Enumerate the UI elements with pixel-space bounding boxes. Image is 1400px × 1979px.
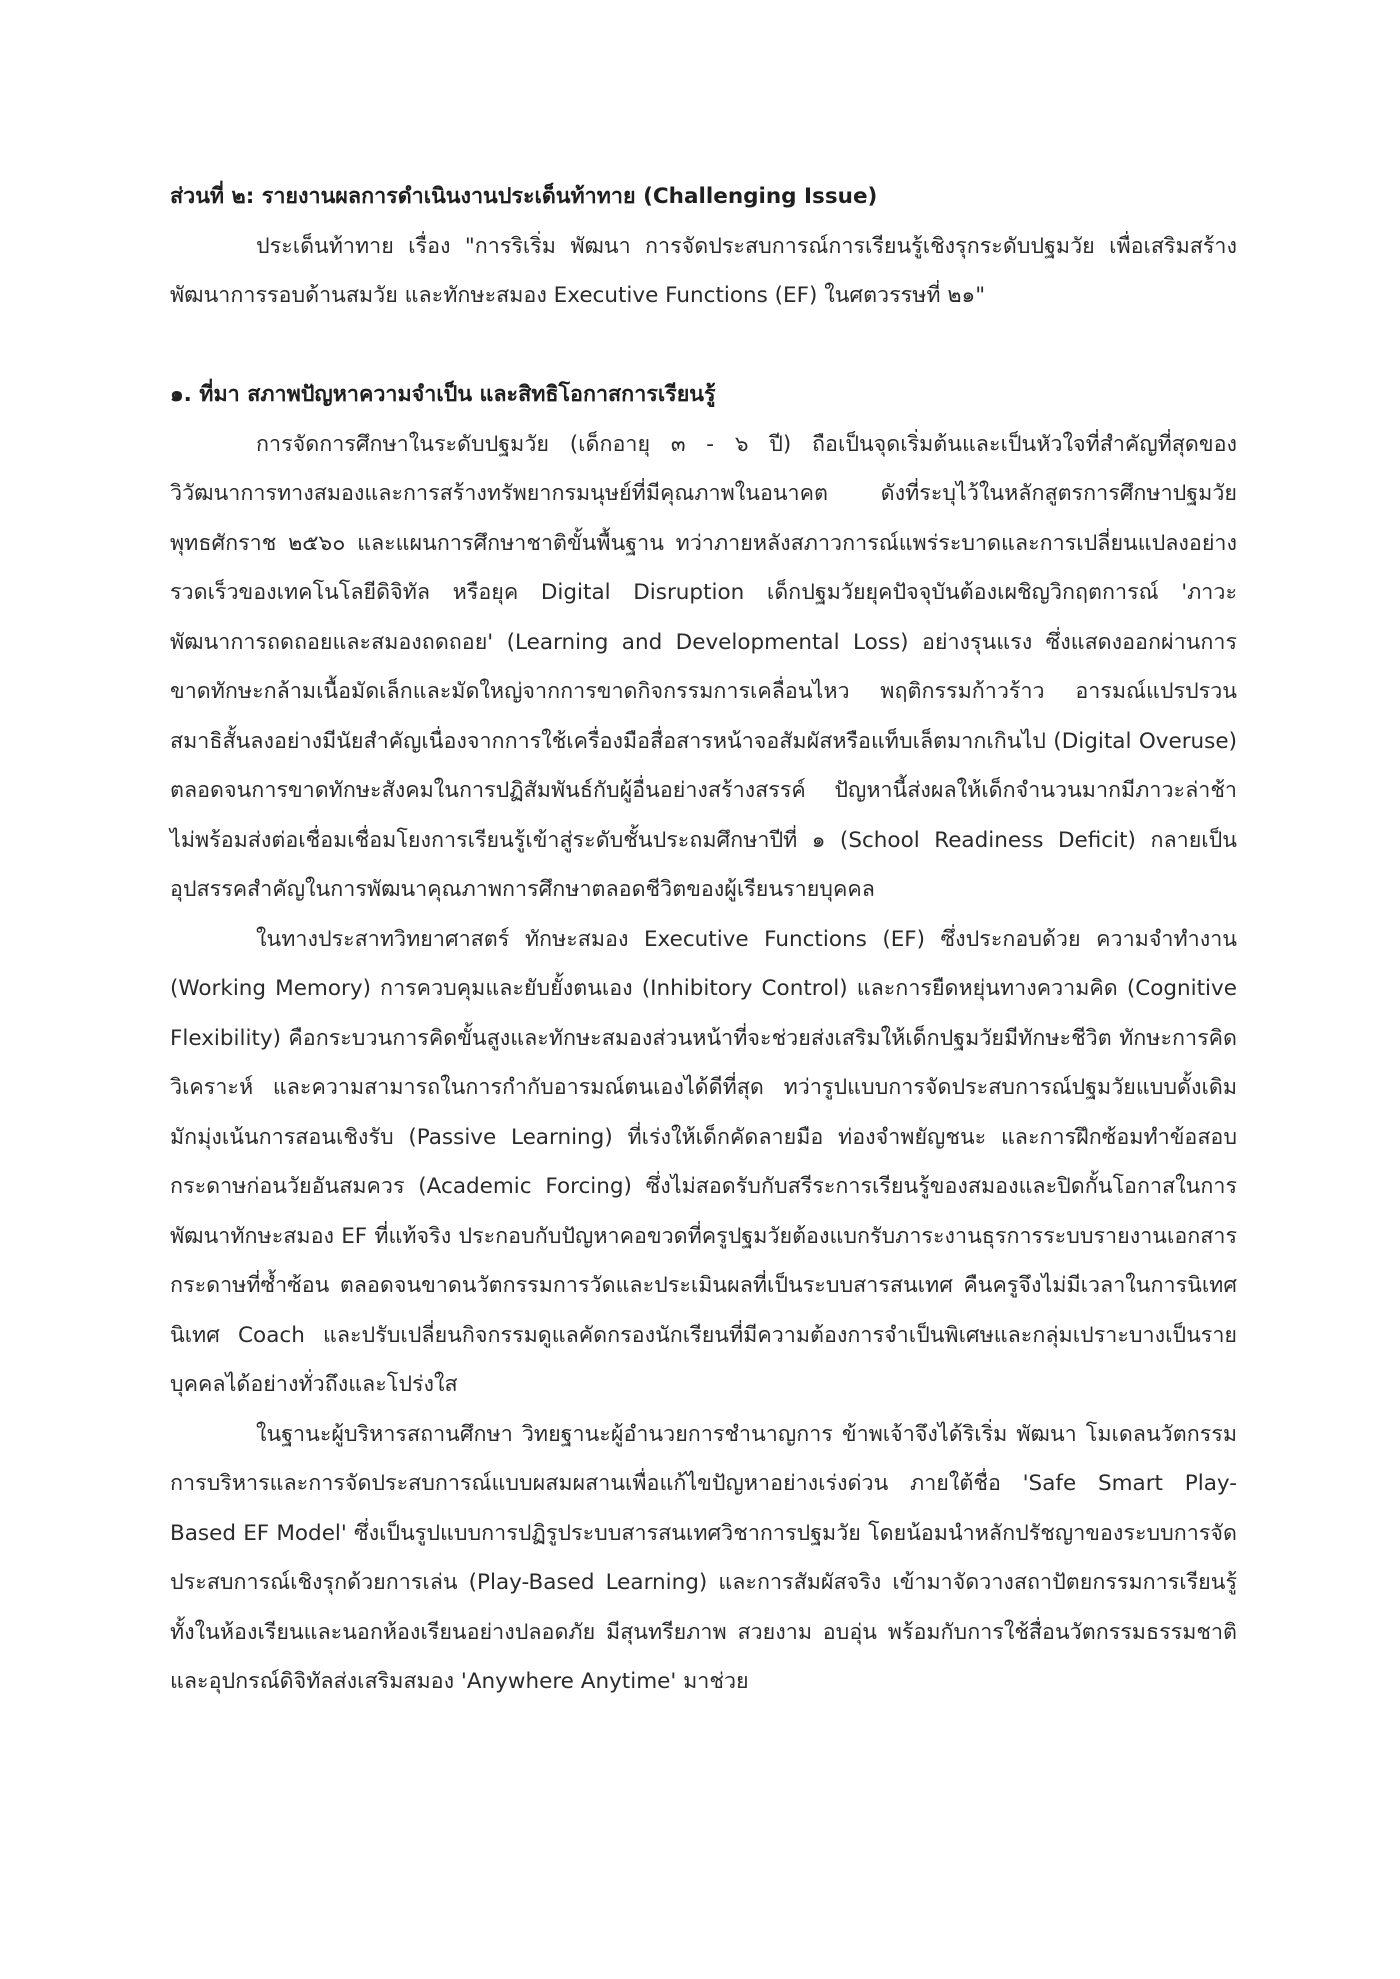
section-1-paragraph-3: ในฐานะผู้บริหารสถานศึกษา วิทยฐานะผู้อำนวยการชำนาญการ ข้าพเจ้าจึงได้ริเริ่ม พัฒนา โมเดลนวัตกรรมการบริหารและการจัดประสบการณ์แบบผสมผสานเพื่อแก้ไขปัญหาอย่างเร่งด่วน ภายใต้ชื่อ 'Safe Smart Play-Based EF Model' ซึ่งเป็นรูปแบบการปฏิรูประบบสารสนเทศวิชาการปฐมวัย โดยน้อมนำหลักปรัชญาของระบบการจัดประสบการณ์เชิงรุกด้วยการเล่น (Play-Based Learning) และการสัมผัสจริง เข้ามาจัดวางสถาปัตยกรรมการเรียนรู้ทั้งในห้องเรียนและนอกห้องเรียนอย่างปลอดภัย มีสุนทรียภาพ สวยงาม อบอุ่น พร้อมกับการใช้สื่อนวัตกรรมธรรมชาติและอุปกรณ์ดิจิทัลส่งเสริมสมอง 'Anywhere Anytime' มาช่วย	[170, 1421, 1237, 1694]
section-1-paragraph-1: การจัดการศึกษาในระดับปฐมวัย (เด็กอายุ ๓ - ๖ ปี) ถือเป็นจุดเริ่มต้นและเป็นหัวใจที่สำคัญที่สุดของวิวัฒนาการทางสมองและการสร้างทรัพยากรมนุษย์ที่มีคุณภาพในอนาคต ดังที่ระบุไว้ในหลักสูตรการศึกษาปฐมวัย พุทธศักราช ๒๕๖๐ และแผนการศึกษาชาติขั้นพื้นฐาน ทว่าภายหลังสภาวการณ์แพร่ระบาดและการเปลี่ยนแปลงอย่างรวดเร็วของเทคโนโลยีดิจิทัล หรือยุค Digital Disruption เด็กปฐมวัยยุคปัจจุบันต้องเผชิญวิกฤตการณ์ 'ภาวะพัฒนาการถดถอยและสมองถดถอย' (Learning and Developmental Loss) อย่างรุนแรง ซึ่งแสดงออกผ่านการขาดทักษะกล้ามเนื้อมัดเล็กและมัดใหญ่จากการขาดกิจกรรมการเคลื่อนไหว พฤติกรรมก้าวร้าว อารมณ์แปรปรวน สมาธิสั้นลงอย่างมีนัยสำคัญเนื่องจากการใช้เครื่องมือสื่อสารหน้าจอสัมผัสหรือแท็บเล็ตมากเกินไป (Digital Overuse) ตลอดจนการขาดทักษะสังคมในการปฏิสัมพันธ์กับผู้อื่นอย่างสร้างสรรค์ ปัญหานี้ส่งผลให้เด็กจำนวนมากมีภาวะล่าช้าไม่พร้อมส่งต่อเชื่อมเชื่อมโยงการเรียนรู้เข้าสู่ระดับชั้นประถมศึกษาปีที่ ๑ (School Readiness Deficit) กลายเป็นอุปสรรคสำคัญในการพัฒนาคุณภาพการศึกษาตลอดชีวิตของผู้เรียนรายบุคคล	[170, 431, 1237, 902]
intro-paragraph: ประเด็นท้าทาย เรื่อง "การริเริ่ม พัฒนา การจัดประสบการณ์การเรียนรู้เชิงรุกระดับปฐมวัย เพื่อเสริมสร้างพัฒนาการรอบด้านสมวัย และทักษะสมอง Executive Functions (EF) ในศตวรรษที่ ๒๑"	[170, 233, 1237, 308]
document-body	[170, 172, 1237, 1707]
section-1-paragraph-2: ในทางประสาทวิทยาศาสตร์ ทักษะสมอง Executive Functions (EF) ซึ่งประกอบด้วย ความจำทำงาน (Working Memory) การควบคุมและยับยั้งตนเอง (Inhibitory Control) และการยืดหยุ่นทางความคิด (Cognitive Flexibility) คือกระบวนการคิดขั้นสูงและทักษะสมองส่วนหน้าที่จะช่วยส่งเสริมให้เด็กปฐมวัยมีทักษะชีวิต ทักษะการคิดวิเคราะห์ และความสามารถในการกำกับอารมณ์ตนเองได้ดีที่สุด ทว่ารูปแบบการจัดประสบการณ์ปฐมวัยแบบดั้งเดิมมักมุ่งเน้นการสอนเชิงรับ (Passive Learning) ที่เร่งให้เด็กคัดลายมือ ท่องจำพยัญชนะ และการฝึกซ้อมทำข้อสอบกระดาษก่อนวัยอันสมควร (Academic Forcing) ซึ่งไม่สอดรับกับสรีระการเรียนรู้ของสมองและปิดกั้นโอกาสในการพัฒนาทักษะสมอง EF ที่แท้จริง ประกอบกับปัญหาคอขวดที่ครูปฐมวัยต้องแบกรับภาระงานธุรการระบบรายงานเอกสารกระดาษที่ซ้ำซ้อน ตลอดจนขาดนวัตกรรมการวัดและประเมินผลที่เป็นระบบสารสนเทศ คืนครูจึงไม่มีเวลาในการนิเทศ นิเทศ Coach และปรับเปลี่ยนกิจกรรมดูแลคัดกรองนักเรียนที่มีความต้องการจำเป็นพิเศษและกลุ่มเปราะบางเป็นรายบุคคลได้อย่างทั่วถึงและโปร่งใส	[170, 926, 1237, 1397]
section-spacer	[170, 321, 1237, 371]
part-heading: ส่วนที่ ๒: รายงานผลการดำเนินงานประเด็นท้าทาย (Challenging Issue)	[170, 184, 878, 209]
section-1-heading: ๑. ที่มา สภาพปัญหาความจำเป็น และสิทธิโอกาสการเรียนรู้	[170, 382, 716, 407]
